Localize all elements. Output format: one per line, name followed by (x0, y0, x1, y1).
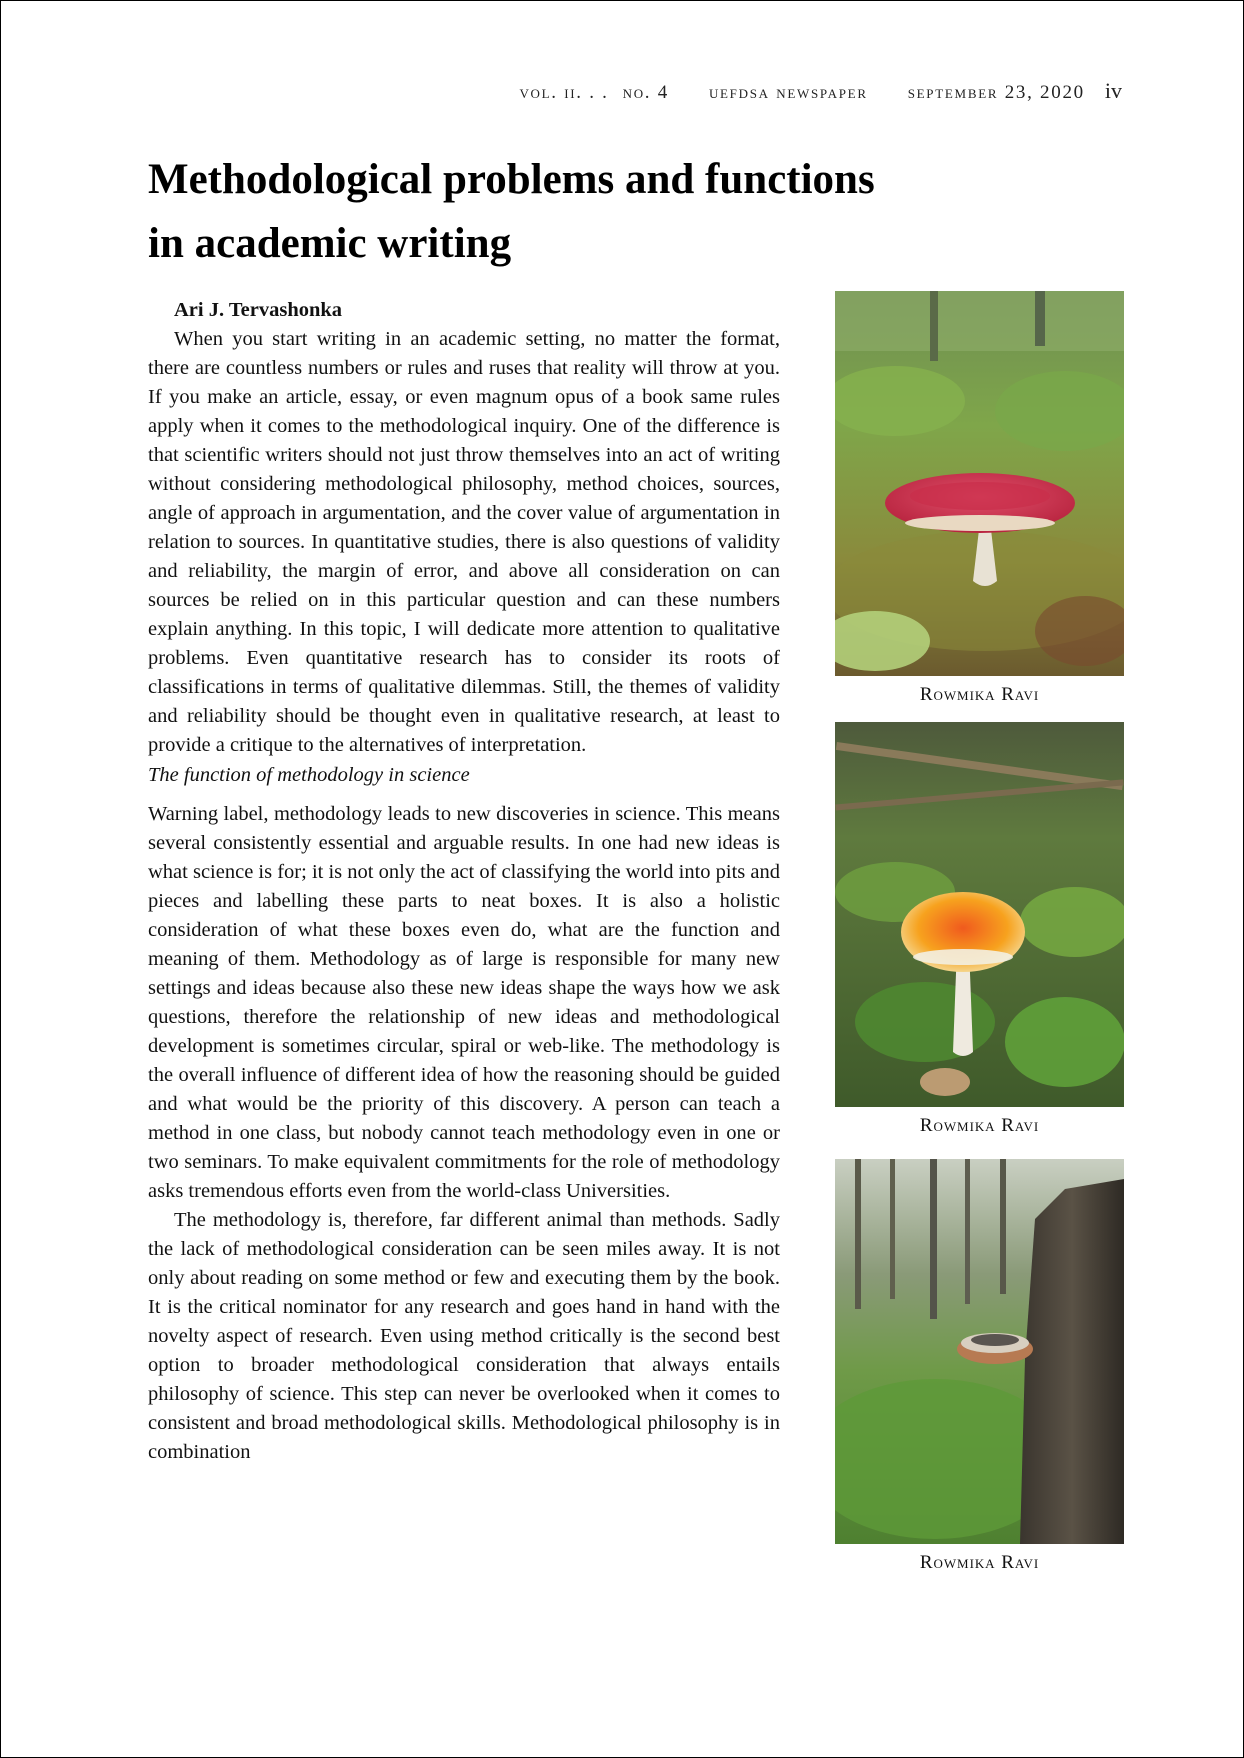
figure-3-caption: Rowmika Ravi (919, 1552, 1040, 1573)
header-volume: vol. ii. . . (519, 82, 609, 103)
orange-mushroom-photo (835, 722, 1124, 1107)
title-line-1: Methodological problems and functions (148, 156, 875, 203)
article-author: Ari J. Tervashonka (174, 299, 343, 321)
figure-3 (835, 1159, 1124, 1574)
bracket-fungus-photo (835, 1159, 1124, 1544)
paragraph-1: When you start writing in an academic setting, no matter the format, there are countless numbers or rules and ruses that reality will throw at you. If you make an article, essay, or even magnum opus of a book same rules apply when it comes to the methodological inquiry. One of the difference is that scientific writers should not just throw themselves into an act of writing without considering methodological philosophy, method choices, sources, angle of approach in argumentation, and the cover value of argumentation in relation to sources. In quantitative studies, there is also questions of validity and reliability, the margin of error, and above all consideration on can sources be relied on in this particular question and can these numbers explain anything. In this topic, I will dedicate more attention to qualitative problems. Even quantitative research has to consider its roots of classifications in terms of qualitative dilemmas. Still, the themes of validity and reliability should be thought even in qualitative research, at least to provide a critique to the alternatives of interpretation. (148, 328, 780, 756)
figure-1 (835, 291, 1124, 706)
paragraph-3: The methodology is, therefore, far different animal than methods. Sadly the lack of methodological consideration can be seen miles away. It is not only about reading on some method or few and executing them by the book. It is the critical nominator for any research and goes hand in hand with the novelty aspect of research. Even using method critically is the second best option to broader methodological consideration that always entails philosophy of science. This step can never be overlooked when it comes to consistent and broad methodological skills. Methodological philosophy is in combination (148, 1209, 780, 1463)
running-header (519, 78, 1122, 104)
paragraph-2: Warning label, methodology leads to new discoveries in science. This means several consistently essential and arguable results. In one had new ideas is what science is for; it is not only the act of classifying the world into pits and pieces and labelling these parts to neat boxes. It is also a holistic consideration of what these boxes even do, what are the function and meaning of them. Methodology as of large is responsible for many new settings and ideas because also these new ideas shape the ways how we ask questions, therefore the relationship of new ideas and methodological development is sometimes circular, spiral or web-like. The methodology is the overall influence of different idea of how the reasoning should be guided and what would be the priority of this discovery. A person can teach a method in one class, but nobody cannot teach methodology even in one or two seminars. To make equivalent commitments for the role of methodology asks tremendous efforts even from the world-class Universities. (148, 803, 780, 1202)
title-line-2: in academic writing (148, 220, 512, 267)
figure-1-caption: Rowmika Ravi (919, 684, 1040, 705)
page-number: iv (1104, 78, 1122, 103)
section-subheading: The function of methodology in science (148, 764, 470, 786)
header-publication: uefdsa newspaper (708, 82, 868, 103)
red-mushroom-photo (835, 291, 1124, 676)
article-body (148, 296, 780, 1467)
header-number: no. 4 (622, 82, 669, 103)
figure-2 (835, 722, 1124, 1137)
header-date: september 23, 2020 (907, 82, 1085, 103)
figure-2-caption: Rowmika Ravi (919, 1115, 1040, 1136)
article-title (148, 148, 968, 276)
